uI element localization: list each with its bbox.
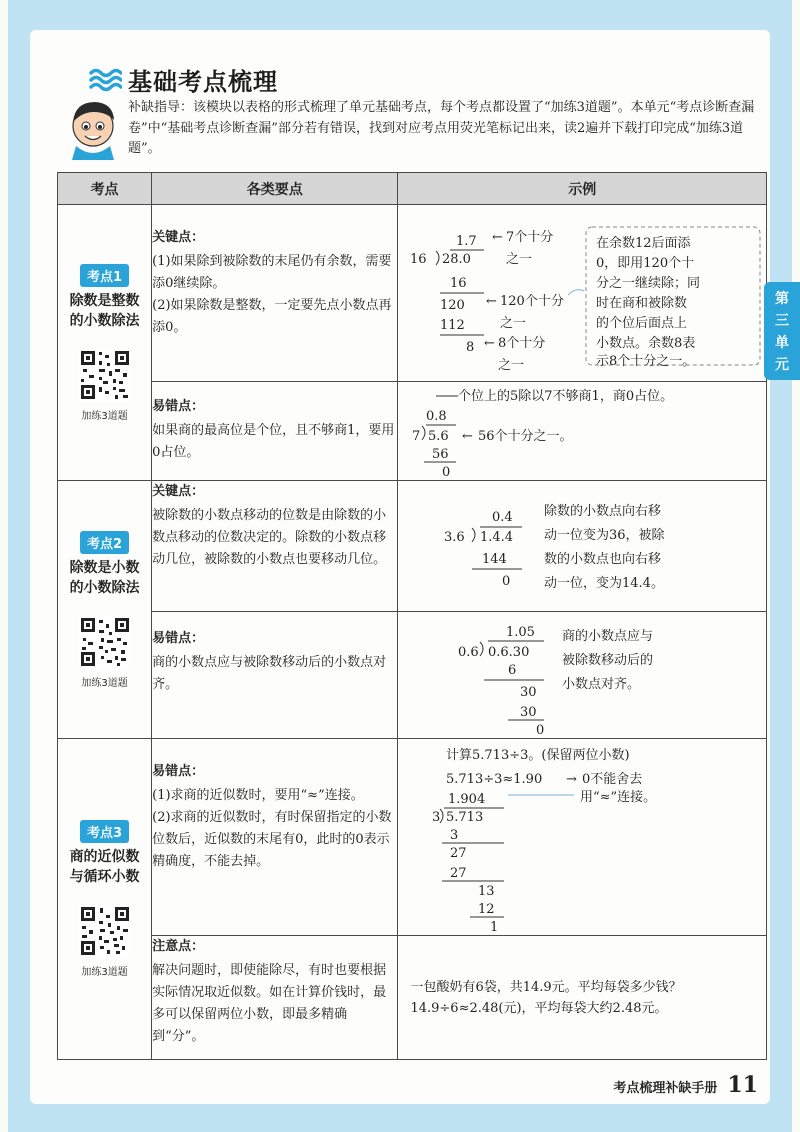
step: 27 [450, 866, 468, 881]
step: 27 [450, 846, 468, 861]
kp1-cell [58, 205, 152, 481]
kp2-example2-cell [398, 612, 767, 739]
step: 120 [440, 298, 466, 313]
box-line: 小数点。余数8表 [596, 336, 696, 351]
step: 16 [450, 276, 468, 291]
annotation: 小数点对齐。 [562, 677, 641, 692]
section-title: 基础考点梳理 [128, 67, 278, 96]
annotation: 用“≈”连接。 [580, 790, 657, 805]
division-bracket [436, 251, 439, 265]
kp3-note-label: 注意点： [152, 939, 205, 954]
arrow-left-icon: ← [462, 429, 474, 444]
table-row [58, 481, 767, 612]
annotation: 7个十分 [506, 230, 554, 245]
step: 112 [440, 318, 466, 333]
qr-code-icon[interactable] [79, 616, 131, 668]
tab-char: 第 [775, 291, 789, 307]
divisor: 7 [412, 429, 421, 444]
division-bracket [422, 426, 425, 440]
header-shili: 示例 [398, 173, 767, 205]
kp1-example1-figure [398, 205, 766, 381]
annotation: 56个十分之一。 [478, 429, 574, 444]
step: 13 [478, 884, 496, 899]
kp3-example2-cell [398, 936, 767, 1060]
dividend: 28.0 [442, 252, 472, 267]
qr-code-icon[interactable] [79, 905, 131, 957]
qr-label: 加练3道题 [81, 410, 128, 422]
kp2-err-cell [152, 612, 398, 739]
curved-arrow-icon [568, 290, 584, 295]
divisor: 0.6 [458, 645, 480, 660]
tab-char: 元 [775, 357, 789, 373]
step: 144 [482, 552, 508, 567]
header-yaodian: 各类要点 [152, 173, 398, 205]
waves-icon [88, 65, 122, 93]
kp3-err-line: (1)求商的近似数时，要用“≈”连接。 [152, 788, 364, 803]
box-line: 的个位后面点上 [596, 316, 688, 331]
kp1-err-cell [152, 382, 398, 481]
kp1-title-line: 的小数除法 [69, 312, 140, 329]
arrow-left-icon: ← [492, 230, 504, 245]
kp1-err-label: 易错点： [152, 399, 205, 414]
divisor: 3.6 [444, 530, 466, 545]
box-line: 0，即用120个十 [596, 256, 695, 271]
tab-char: 单 [775, 335, 789, 351]
step: 0 [442, 465, 451, 480]
step: 0 [502, 574, 511, 589]
kp1-example2-figure [398, 382, 766, 480]
box-line: 在余数12后面添 [596, 236, 692, 251]
step: 56 [432, 447, 450, 462]
kp1-err-text: 如果商的最高位是个位，且不够商1，要用0占位。 [152, 423, 395, 460]
approx-line: 5.713÷3≈1.90 [446, 772, 543, 787]
page-number: 11 [727, 1072, 758, 1098]
quotient: 1.7 [456, 234, 478, 249]
step: 8 [466, 340, 475, 355]
table-row [58, 382, 767, 481]
annotation: 0不能舍去 [582, 772, 643, 787]
note: 个位上的5除以7不够商1，商0占位。 [458, 389, 674, 404]
division-bracket [472, 528, 475, 542]
arrow-right-icon: → [566, 772, 578, 787]
unit-side-tab[interactable] [764, 282, 800, 380]
kp2-err-label: 易错点： [152, 631, 205, 646]
mascot-boy-icon [64, 96, 122, 160]
kp3-badge: 考点3 [80, 820, 129, 843]
quotient: 0.8 [426, 409, 448, 424]
annotation: 数的小数点也向右移 [544, 552, 662, 567]
kp2-cell [58, 481, 152, 739]
step: 0 [536, 723, 545, 738]
divisor: 3 [432, 810, 441, 825]
dividend: 0.6.30 [488, 645, 530, 660]
annotation: 之一 [498, 358, 525, 373]
word-answer: 14.9÷6≈2.48(元)，平均每袋大约2.48元。 [410, 1000, 668, 1016]
kp2-badge: 考点2 [80, 531, 129, 554]
step: 30 [520, 705, 538, 720]
word-problem: 一包酸奶有6袋，共14.9元。平均每袋多少钱？ [410, 979, 682, 995]
table-header-row [58, 173, 767, 205]
annotation: 8个十分 [498, 336, 546, 351]
step: 3 [450, 828, 459, 843]
dividend: 5.713 [446, 810, 484, 825]
page-footer [613, 1072, 758, 1098]
division-bracket [480, 642, 483, 656]
annotation: 动一位变为36，被除 [544, 528, 666, 543]
qr-code-icon[interactable] [79, 349, 131, 401]
kp1-title [58, 291, 151, 331]
kp3-err-line: (2)求商的近似数时，有时保留指定的小数位数后，近似数的末尾有0，此时的0表示精确度，不能去掉。 [152, 810, 392, 869]
annotation: 动一位，变为14.4。 [544, 576, 665, 591]
kp1-title-line: 除数是整数 [69, 292, 140, 309]
section-header [88, 62, 278, 96]
intro-text: 补缺指导：该模块以表格的形式梳理了单元基础考点，每个考点都设置了“加练3道题”。本单元“考点诊断查漏卷”中“基础考点诊断查漏”部分若有错误，找到对应考点用荧光笔标记出来，读2遍并下载打印完成“加练3道题”。 [128, 100, 755, 156]
footer-title: 考点梳理补缺手册 [613, 1081, 718, 1096]
box-line: 分之一继续除；同 [596, 276, 701, 291]
kp1-key-line: (1)如果除到被除数的末尾仍有余数，需要添0继续除。 [152, 254, 392, 291]
table-row [58, 936, 767, 1060]
kp2-err-text: 商的小数点应与被除数移动后的小数点对齐。 [152, 655, 387, 692]
knowledge-table [57, 172, 767, 1060]
kp2-title-line: 除数是小数 [69, 559, 140, 576]
annotation: 被除数移动后的 [562, 653, 654, 668]
example-title: 计算5.713÷3。(保留两位小数) [446, 748, 630, 763]
annotation: 之一 [506, 252, 533, 267]
divisor: 16 [410, 252, 428, 267]
dividend: 1.4.4 [480, 530, 514, 545]
kp3-example2 [398, 977, 766, 1019]
kp1-example2-cell [398, 382, 767, 481]
kp1-key-label: 关键点： [152, 230, 205, 245]
kp1-badge: 考点1 [80, 264, 129, 287]
kp2-title [58, 558, 151, 598]
table-row [58, 739, 767, 936]
kp2-example1-figure [398, 481, 766, 611]
table-row [58, 205, 767, 382]
kp3-err-label: 易错点： [152, 764, 205, 779]
kp2-key-text: 被除数的小数点移动的位数是由除数的小数点移动的位数决定的。除数的小数点移动几位，被除数的小数点也要移动几位。 [152, 508, 387, 567]
kp3-example1-cell [398, 739, 767, 936]
kp2-key-label: 关键点： [152, 484, 205, 499]
division-bracket [440, 809, 443, 823]
kp1-example1-cell [398, 205, 767, 382]
kp3-note-text: 解决问题时，即使能除尽，有时也要根据实际情况取近似数。如在计算价钱时，最多可以保留两位小数，即最多精确到“分”。 [152, 963, 387, 1044]
step: 1 [490, 920, 499, 935]
kp2-example1-cell [398, 481, 767, 612]
step: 12 [478, 902, 496, 917]
kp3-example1-figure [398, 739, 766, 935]
kp2-title-line: 的小数除法 [69, 579, 140, 596]
kp3-title-line: 与循环小数 [69, 869, 140, 885]
kp3-note-cell [152, 936, 398, 1060]
arrow-left-icon: ← [484, 336, 496, 351]
kp3-title-line: 商的近似数 [69, 849, 140, 865]
header-kaodian: 考点 [58, 173, 152, 205]
kp2-example2-figure [398, 612, 766, 738]
kp1-key-line: (2)如果除数是整数，一定要先点小数点再添0。 [152, 298, 392, 335]
kp3-err-cell [152, 739, 398, 936]
step: 6 [508, 663, 517, 678]
annotation: 商的小数点应与 [562, 629, 654, 644]
annotation: 之一 [500, 316, 527, 331]
annotation: 120个十分 [500, 294, 565, 309]
table-row [58, 612, 767, 739]
step: 30 [520, 685, 538, 700]
quotient: 0.4 [492, 510, 514, 525]
annotation: 除数的小数点向右移 [544, 504, 662, 519]
arrow-left-icon: ← [486, 294, 498, 309]
box-line: 示8个十分之一。 [596, 354, 696, 369]
kp1-key-cell [152, 205, 398, 382]
qr-label: 加练3道题 [81, 677, 128, 689]
kp3-cell [58, 739, 152, 1060]
tab-char: 三 [775, 313, 789, 329]
box-line: 时在商和被除数 [596, 296, 688, 311]
qr-label: 加练3道题 [81, 967, 128, 978]
dividend: 5.6 [428, 429, 450, 444]
quotient: 1.904 [448, 792, 486, 807]
kp2-key-cell [152, 481, 398, 612]
kp3-title [58, 847, 151, 887]
quotient: 1.05 [506, 625, 536, 640]
